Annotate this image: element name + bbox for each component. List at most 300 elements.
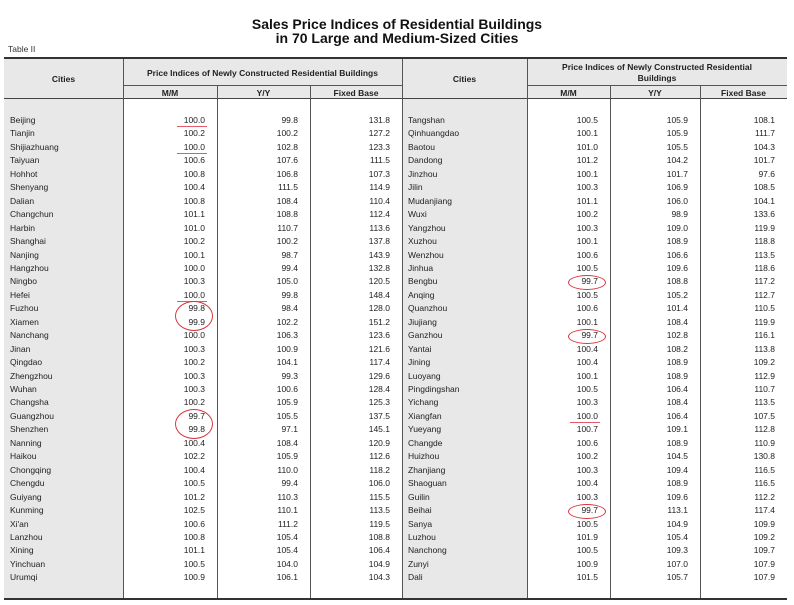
fixed-base-value: 133.6	[753, 209, 775, 220]
fixed-base-value: 118.8	[754, 236, 775, 247]
document-title	[0, 17, 794, 45]
mm-value: 100.6	[183, 518, 205, 529]
yy-value: 104.9	[666, 518, 688, 529]
yy-value: 100.6	[276, 384, 298, 394]
mm-value: 100.9	[183, 572, 205, 583]
mm-value: 100.7	[576, 424, 598, 435]
mm-value: 100.1	[576, 168, 598, 179]
city-name: Dalian	[10, 195, 35, 206]
mm-value: 100.2	[183, 128, 205, 139]
mm-value: 101.0	[576, 141, 598, 152]
header-yy-left: Y/Y	[256, 88, 271, 98]
yy-value: 108.9	[666, 370, 688, 381]
city-name: Mudanjiang	[408, 195, 452, 206]
mm-value: 102.2	[183, 451, 205, 462]
yy-value: 98.9	[671, 209, 688, 220]
city-name: Luzhou	[408, 531, 436, 542]
yy-value: 104.1	[276, 357, 298, 368]
city-name: Jining	[408, 357, 431, 368]
city-name: Hefei	[10, 289, 30, 300]
city-name: Tianjin	[10, 128, 35, 139]
city-name: Zhanjiang	[408, 464, 446, 475]
fixed-base-value: 110.4	[369, 195, 390, 206]
mm-value: 100.5	[183, 558, 205, 569]
mm-value: 100.4	[576, 343, 598, 354]
table-row	[4, 127, 787, 140]
fixed-base-value: 137.5	[368, 410, 390, 421]
yy-value: 105.9	[666, 115, 688, 125]
yy-value: 102.2	[276, 316, 298, 327]
table-row	[4, 302, 787, 315]
mm-value: 100.2	[183, 236, 205, 247]
yy-value: 109.1	[666, 424, 688, 435]
table-row	[4, 181, 787, 194]
table-row	[4, 518, 787, 531]
city-name: Nanjing	[10, 249, 39, 260]
city-name: Shenzhen	[10, 424, 49, 435]
city-name: Chongqing	[10, 464, 52, 475]
city-name: Guangzhou	[10, 410, 54, 421]
table-row	[4, 544, 787, 557]
fixed-base-value: 112.2	[754, 491, 775, 502]
city-name: Yueyang	[408, 424, 442, 435]
yy-value: 105.7	[666, 572, 688, 583]
fixed-base-value: 108.5	[753, 182, 775, 193]
mm-value: 100.2	[576, 209, 598, 220]
yy-value: 105.9	[276, 451, 298, 462]
yy-value: 104.0	[276, 558, 298, 569]
mm-value: 101.0	[183, 222, 205, 233]
table-row	[4, 168, 787, 181]
yy-value: 108.4	[666, 316, 688, 327]
yy-value: 110.3	[277, 491, 298, 502]
city-name: Huizhou	[408, 451, 440, 462]
mm-value: 101.5	[576, 572, 598, 583]
table-label: Table II	[8, 44, 36, 54]
fixed-base-value: 119.9	[754, 222, 775, 233]
yy-value: 97.1	[281, 424, 298, 435]
city-name: Kunming	[10, 505, 44, 516]
left-subheader-divider	[123, 85, 402, 86]
yy-value: 106.8	[276, 168, 298, 179]
fixed-base-value: 131.8	[368, 115, 390, 125]
fixed-base-value: 143.9	[368, 249, 390, 260]
mm-value: 100.3	[576, 222, 598, 233]
mm-value: 100.3	[576, 491, 598, 502]
mm-value: 100.6	[183, 155, 205, 166]
city-name: Yichang	[408, 397, 439, 408]
city-name: Jinzhou	[408, 168, 438, 179]
yy-value: 108.8	[276, 209, 298, 220]
table-row	[4, 491, 787, 504]
fixed-base-value: 125.3	[368, 397, 390, 408]
table-row	[4, 208, 787, 221]
city-name: Hohhot	[10, 168, 38, 179]
city-name: Wuxi	[408, 209, 427, 220]
yy-value: 105.5	[666, 141, 688, 152]
table-row	[4, 410, 787, 423]
mm-value: 100.6	[576, 437, 598, 448]
table-row	[4, 571, 787, 584]
fixed-base-value: 107.9	[753, 558, 775, 569]
fixed-base-value: 112.9	[754, 370, 775, 381]
yy-value: 102.8	[276, 141, 298, 152]
table-row	[4, 464, 787, 477]
yy-value: 105.4	[276, 545, 298, 556]
fixed-base-value: 113.5	[754, 397, 775, 408]
mm-value: 100.0	[183, 330, 205, 341]
city-name: Yantai	[408, 343, 432, 354]
yy-value: 106.4	[666, 384, 688, 394]
city-name: Dandong	[408, 155, 443, 166]
table-row	[4, 249, 787, 262]
yy-value: 108.9	[666, 437, 688, 448]
fixed-base-value: 118.2	[369, 464, 390, 475]
city-name: Zhengzhou	[10, 370, 53, 381]
table-row	[4, 222, 787, 235]
yy-value: 106.1	[276, 572, 298, 583]
yy-value: 99.4	[281, 262, 298, 273]
yy-value: 109.6	[666, 262, 688, 273]
table-row	[4, 450, 787, 463]
yy-value: 105.5	[276, 410, 298, 421]
fixed-base-value: 101.7	[753, 155, 775, 166]
yy-value: 111.5	[277, 182, 298, 193]
fixed-base-value: 109.9	[753, 518, 775, 529]
yy-value: 108.9	[666, 478, 688, 489]
yy-value: 109.3	[666, 545, 688, 556]
fixed-base-value: 132.8	[368, 262, 390, 273]
city-name: Chengdu	[10, 478, 45, 489]
table-row	[4, 423, 787, 436]
mm-value: 100.5	[576, 289, 598, 300]
yy-value: 110.0	[277, 464, 298, 475]
yy-value: 104.5	[666, 451, 688, 462]
mm-value: 100.8	[183, 168, 205, 179]
mm-value: 100.3	[183, 384, 205, 394]
mm-value: 99.7	[188, 410, 205, 421]
mm-value: 99.8	[188, 303, 205, 314]
fixed-base-value: 118.6	[754, 262, 775, 273]
city-name: Qingdao	[10, 357, 43, 368]
fixed-base-value: 119.5	[369, 518, 390, 529]
city-name: Shenyang	[10, 182, 49, 193]
table-row	[4, 289, 787, 302]
header-cities-right: Cities	[452, 74, 477, 84]
yy-value: 104.2	[666, 155, 688, 166]
table-row	[4, 504, 787, 517]
header-yy-right: Y/Y	[648, 88, 662, 98]
city-name: Zunyi	[408, 558, 429, 569]
mm-value: 99.8	[188, 424, 205, 435]
table-row	[4, 558, 787, 571]
fixed-base-value: 112.8	[754, 424, 775, 435]
yy-value: 109.0	[666, 222, 688, 233]
mm-value: 100.2	[576, 451, 598, 462]
mm-value: 99.7	[581, 276, 598, 287]
fixed-base-value: 115.5	[369, 491, 390, 502]
yy-value: 108.9	[666, 236, 688, 247]
city-name: Nanning	[10, 437, 42, 448]
yy-value: 99.8	[281, 115, 298, 125]
yy-value: 110.7	[277, 222, 298, 233]
yy-value: 105.4	[276, 531, 298, 542]
city-name: Guilin	[408, 491, 430, 502]
city-name: Xi'an	[10, 518, 29, 529]
city-name: Urumqi	[10, 572, 38, 583]
yy-value: 99.8	[281, 289, 298, 300]
city-name: Hangzhou	[10, 262, 49, 273]
mm-value: 100.2	[183, 397, 205, 408]
table-row	[4, 114, 787, 127]
yy-value: 105.9	[666, 128, 688, 139]
fixed-base-value: 113.8	[754, 343, 775, 354]
mm-value: 100.0	[183, 141, 205, 152]
mm-value: 100.0	[576, 410, 598, 421]
yy-value: 101.4	[666, 303, 688, 314]
mm-value: 100.8	[183, 195, 205, 206]
header-fixed-base-right: Fixed Base	[721, 88, 766, 98]
city-name: Yangzhou	[408, 222, 446, 233]
city-name: Ningbo	[10, 276, 37, 287]
city-name: Pingdingshan	[408, 384, 460, 394]
fixed-base-value: 127.2	[368, 128, 390, 139]
city-name: Haikou	[10, 451, 37, 462]
city-name: Baotou	[408, 141, 435, 152]
city-name: Jinan	[10, 343, 31, 354]
mm-value: 100.3	[576, 182, 598, 193]
city-name: Shanghai	[10, 236, 46, 247]
mm-value: 100.6	[576, 249, 598, 260]
yy-value: 100.9	[276, 343, 298, 354]
table-row	[4, 343, 787, 356]
fixed-base-value: 117.2	[754, 276, 775, 287]
fixed-base-value: 106.4	[368, 545, 390, 556]
fixed-base-value: 111.5	[369, 155, 390, 166]
table-row	[4, 235, 787, 248]
fixed-base-value: 110.5	[754, 303, 775, 314]
table-row	[4, 531, 787, 544]
city-name: Harbin	[10, 222, 36, 233]
table-row	[4, 329, 787, 342]
city-name: Tangshan	[408, 115, 445, 125]
fixed-base-value: 119.9	[754, 316, 775, 327]
mm-value: 100.1	[576, 370, 598, 381]
mm-value: 101.9	[576, 531, 598, 542]
fixed-base-value: 113.6	[369, 222, 390, 233]
mm-value: 99.7	[581, 330, 598, 341]
city-name: Shijiazhuang	[10, 141, 59, 152]
city-name: Xuzhou	[408, 236, 437, 247]
city-name: Jinhua	[408, 262, 434, 273]
yy-value: 106.3	[276, 330, 298, 341]
city-name: Luoyang	[408, 370, 441, 381]
fixed-base-value: 128.0	[368, 303, 390, 314]
yy-value: 109.4	[666, 464, 688, 475]
header-fixed-base-left: Fixed Base	[333, 88, 379, 98]
yy-value: 106.9	[666, 182, 688, 193]
fixed-base-value: 110.7	[754, 384, 775, 394]
yy-value: 99.3	[281, 370, 298, 381]
fixed-base-value: 116.5	[754, 464, 775, 475]
city-name: Beihai	[408, 505, 432, 516]
table-row	[4, 477, 787, 490]
header-group-right	[527, 62, 787, 84]
yy-value: 108.9	[666, 357, 688, 368]
fixed-base-value: 116.1	[754, 330, 775, 341]
yy-value: 113.1	[667, 505, 688, 516]
fixed-base-value: 112.4	[369, 209, 390, 220]
yy-value: 108.4	[666, 397, 688, 408]
city-name: Bengbu	[408, 276, 438, 287]
yy-value: 110.1	[277, 505, 298, 516]
city-name: Jilin	[408, 182, 423, 193]
mm-value: 101.1	[576, 195, 598, 206]
fixed-base-value: 108.8	[368, 531, 390, 542]
city-name: Anqing	[408, 289, 435, 300]
mm-value: 100.1	[183, 249, 205, 260]
mm-value: 100.4	[183, 182, 205, 193]
fixed-base-value: 151.2	[368, 316, 390, 327]
city-name: Yinchuan	[10, 558, 46, 569]
mm-value: 100.3	[183, 276, 205, 287]
header-group-left: Price Indices of Newly Constructed Residential Buildings	[147, 68, 378, 78]
mm-value: 100.0	[183, 262, 205, 273]
city-name: Qinhuangdao	[408, 128, 460, 139]
yy-value: 100.2	[276, 236, 298, 247]
fixed-base-value: 114.9	[369, 182, 390, 193]
mm-value: 101.1	[183, 545, 205, 556]
fixed-base-value: 112.6	[369, 451, 390, 462]
fixed-base-value: 145.1	[368, 424, 390, 435]
mm-value: 101.2	[183, 491, 205, 502]
fixed-base-value: 107.9	[753, 572, 775, 583]
fixed-base-value: 104.1	[753, 195, 775, 206]
fixed-base-value: 104.3	[753, 141, 775, 152]
header-cities-left: Cities	[51, 74, 76, 84]
mm-value: 100.6	[576, 303, 598, 314]
yy-value: 106.4	[666, 410, 688, 421]
fixed-base-value: 120.5	[368, 276, 390, 287]
mm-value: 100.5	[576, 518, 598, 529]
mm-value: 100.5	[576, 262, 598, 273]
fixed-base-value: 130.8	[753, 451, 775, 462]
mm-value: 100.5	[576, 384, 598, 394]
mm-value: 100.5	[576, 115, 598, 125]
fixed-base-value: 116.5	[754, 478, 775, 489]
price-index-table	[4, 57, 787, 600]
fixed-base-value: 104.9	[368, 558, 390, 569]
mm-value: 100.5	[576, 545, 598, 556]
header-mm-right: M/M	[560, 88, 577, 98]
title-line-2: in 70 Large and Medium-Sized Cities	[275, 30, 519, 46]
yy-value: 105.4	[666, 531, 688, 542]
yy-value: 105.2	[666, 289, 688, 300]
mm-value: 100.5	[183, 478, 205, 489]
city-name: Xining	[10, 545, 34, 556]
mm-value: 99.9	[188, 316, 205, 327]
mm-value: 101.1	[183, 209, 205, 220]
city-name: Shaoguan	[408, 478, 447, 489]
city-name: Changsha	[10, 397, 49, 408]
mm-value: 100.3	[183, 370, 205, 381]
mm-value: 99.7	[581, 505, 598, 516]
city-name: Changchun	[10, 209, 54, 220]
fixed-base-value: 109.2	[753, 357, 775, 368]
right-subheader-divider	[527, 85, 787, 86]
yy-value: 98.7	[281, 249, 298, 260]
mm-value: 100.3	[183, 343, 205, 354]
city-name: Wuhan	[10, 384, 37, 394]
city-name: Wenzhou	[408, 249, 444, 260]
fixed-base-value: 117.4	[369, 357, 390, 368]
mm-value: 100.4	[183, 464, 205, 475]
city-name: Nanchang	[10, 330, 49, 341]
city-name: Taiyuan	[10, 155, 40, 166]
mm-value: 100.1	[576, 316, 598, 327]
fixed-base-value: 109.2	[753, 531, 775, 542]
mm-value: 100.0	[183, 289, 205, 300]
fixed-base-value: 129.6	[368, 370, 390, 381]
fixed-base-value: 113.5	[369, 505, 390, 516]
mm-value: 100.2	[183, 357, 205, 368]
fixed-base-value: 106.0	[368, 478, 390, 489]
yy-value: 105.0	[276, 276, 298, 287]
city-name: Nanchong	[408, 545, 447, 556]
city-name: Xiamen	[10, 316, 39, 327]
table-row	[4, 141, 787, 154]
fixed-base-value: 120.9	[368, 437, 390, 448]
mm-value: 102.5	[183, 505, 205, 516]
header-group-right-line2: Buildings	[637, 73, 677, 83]
mm-value: 100.9	[576, 558, 598, 569]
table-row	[4, 396, 787, 409]
table-row	[4, 262, 787, 275]
header-mm-left: M/M	[161, 88, 179, 98]
yy-value: 108.4	[276, 195, 298, 206]
mm-value: 101.2	[576, 155, 598, 166]
city-name: Lanzhou	[10, 531, 43, 542]
city-name: Quanzhou	[408, 303, 448, 314]
fixed-base-value: 108.1	[753, 115, 775, 125]
yy-value: 100.2	[276, 128, 298, 139]
yy-value: 106.0	[666, 195, 688, 206]
fixed-base-value: 112.7	[754, 289, 775, 300]
table-row	[4, 370, 787, 383]
city-name: Beijing	[10, 115, 36, 125]
yy-value: 106.6	[666, 249, 688, 260]
yy-value: 109.6	[666, 491, 688, 502]
yy-value: 98.4	[281, 303, 298, 314]
yy-value: 107.0	[666, 558, 688, 569]
city-name: Changde	[408, 437, 443, 448]
table-row	[4, 316, 787, 329]
table-row	[4, 437, 787, 450]
mm-value: 100.4	[576, 357, 598, 368]
yy-value: 107.6	[276, 155, 298, 166]
mm-value: 100.4	[183, 437, 205, 448]
city-name: Xiangfan	[408, 410, 442, 421]
yy-value: 108.2	[666, 343, 688, 354]
mm-value: 100.1	[576, 236, 598, 247]
city-name: Ganzhou	[408, 330, 443, 341]
fixed-base-value: 137.8	[368, 236, 390, 247]
table-row	[4, 356, 787, 369]
yy-value: 108.8	[666, 276, 688, 287]
fixed-base-value: 148.4	[368, 289, 390, 300]
fixed-base-value: 123.3	[368, 141, 390, 152]
fixed-base-value: 107.3	[368, 168, 390, 179]
